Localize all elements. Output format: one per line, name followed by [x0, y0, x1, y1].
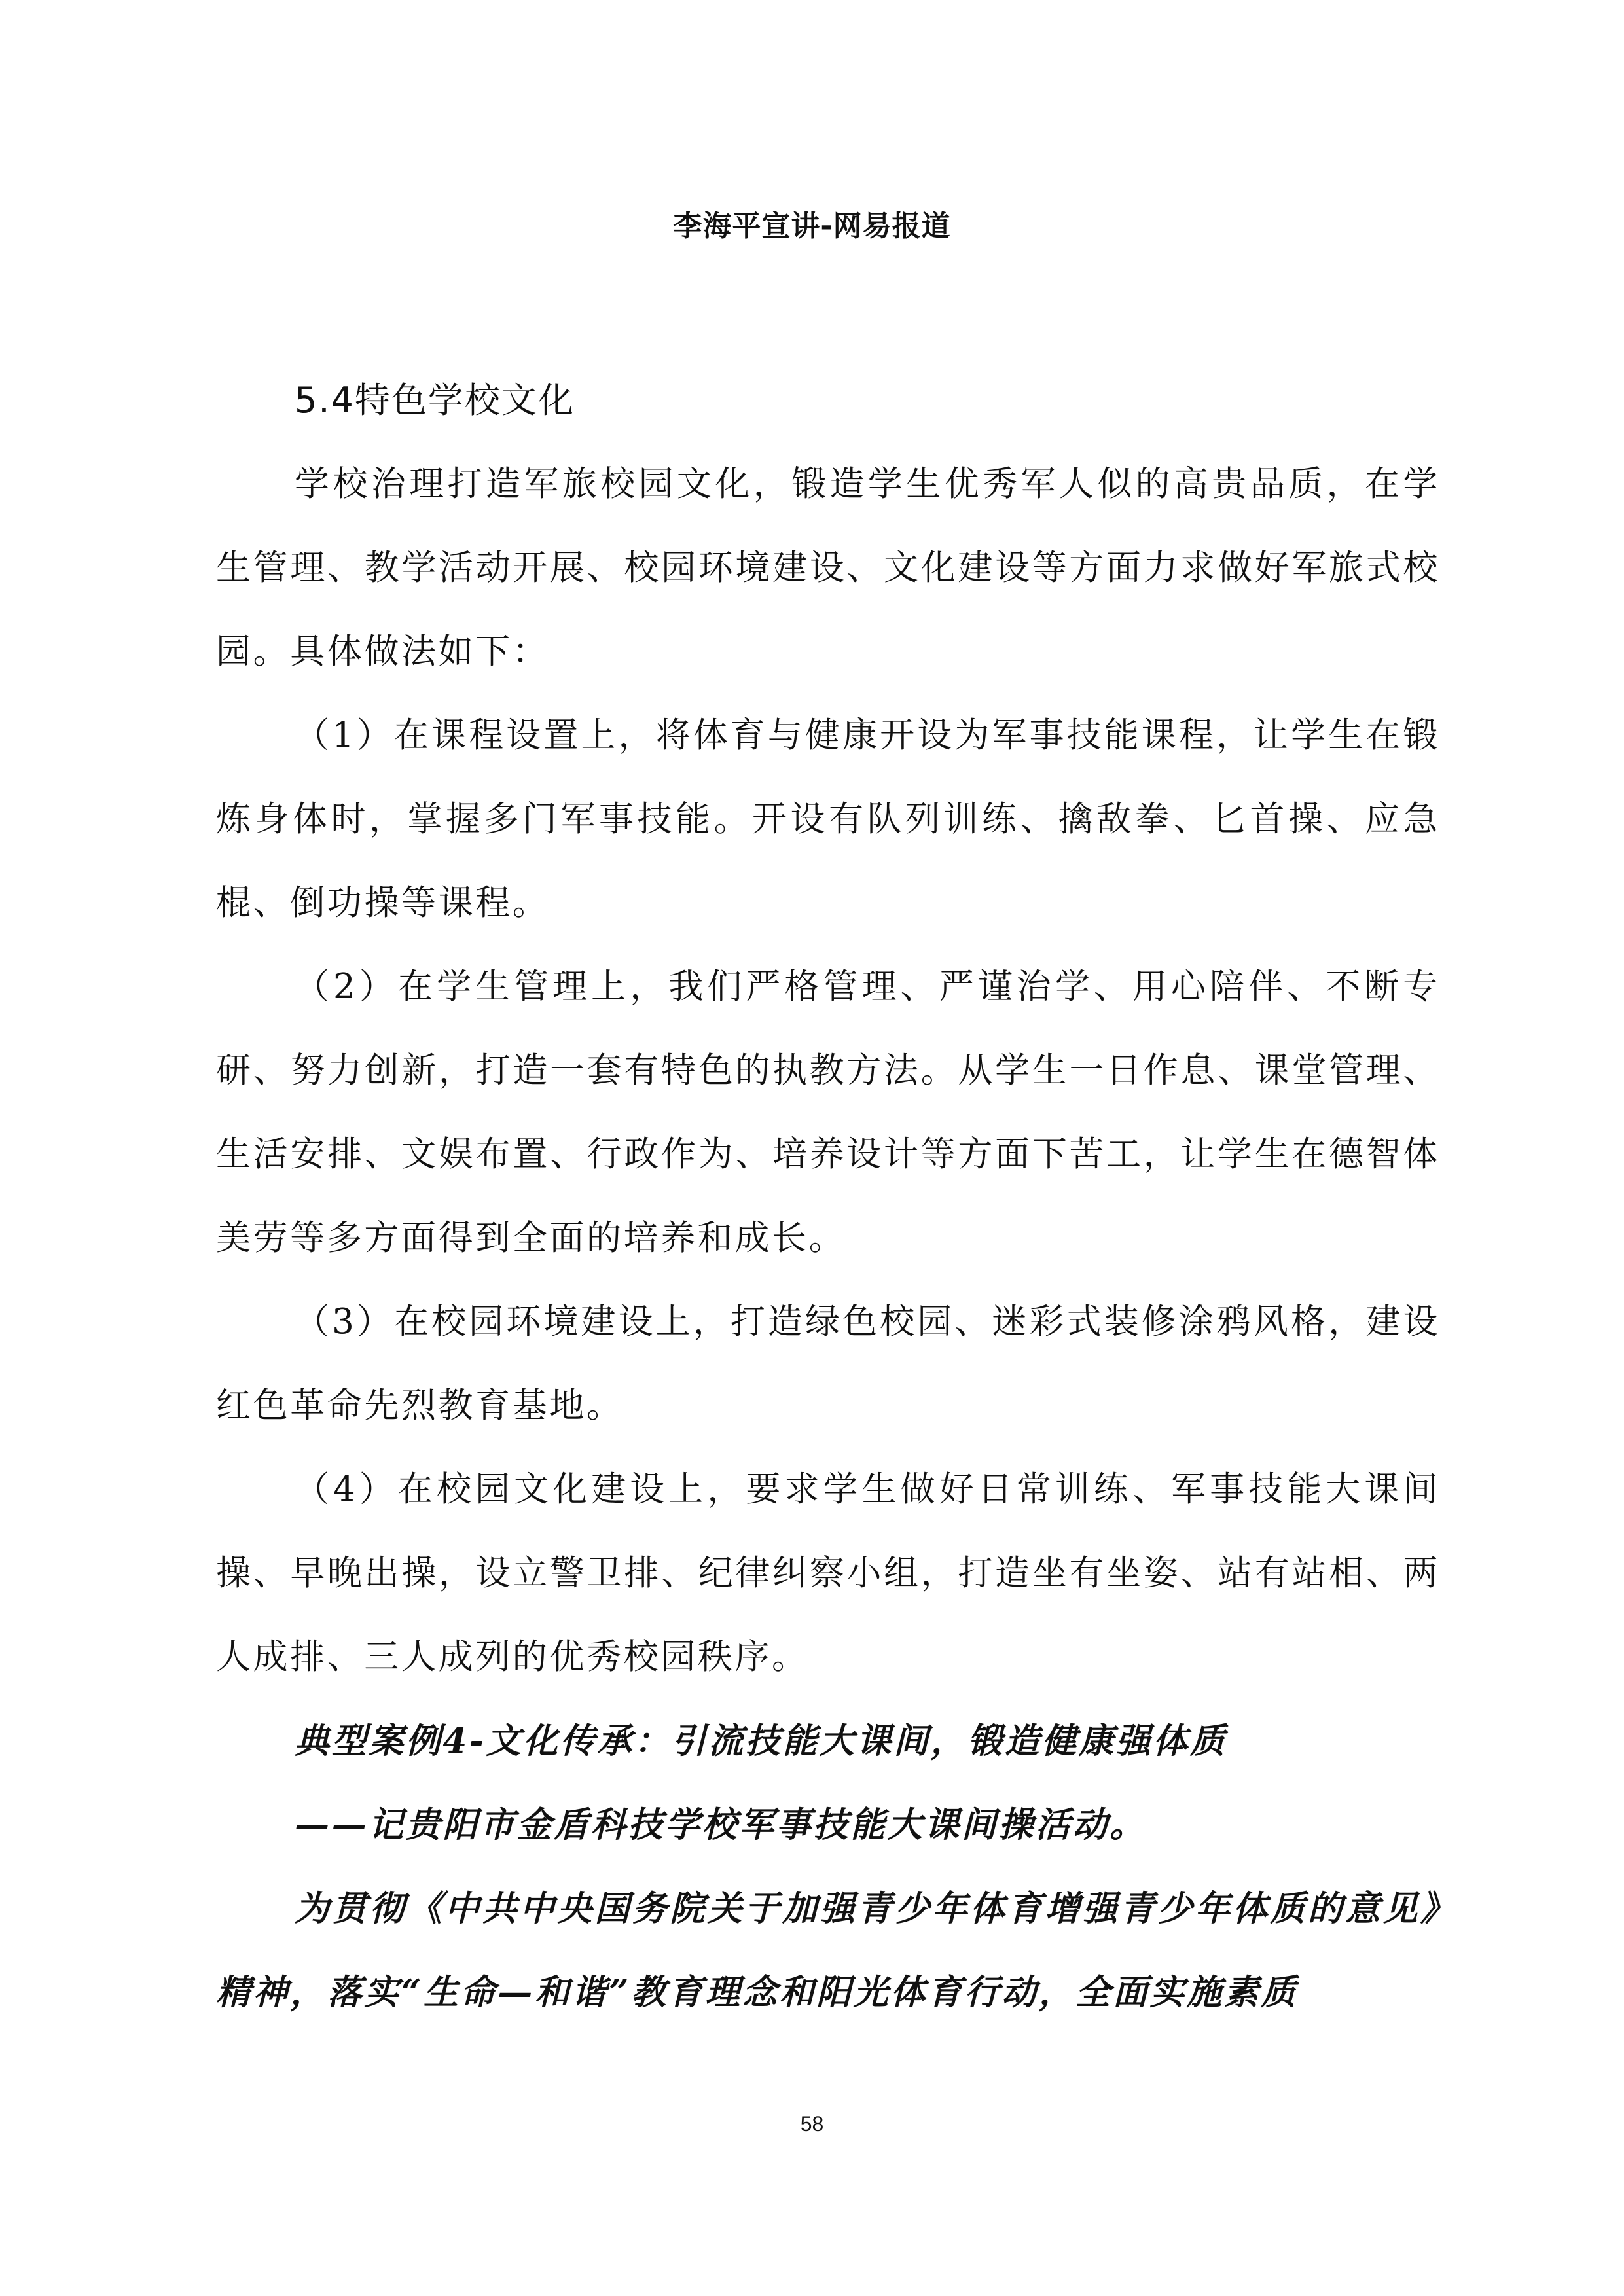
page-number: 58 — [800, 2112, 824, 2136]
page-body — [216, 359, 1440, 2034]
paragraph-item-1: （1）在课程设置上，将体育与健康开设为军事技能课程，让学生在锻炼身体时，掌握多门军事技能。开设有队列训练、擒敌拳、匕首操、应急棍、倒功操等课程。 — [216, 715, 1440, 923]
paragraph-intro: 学校治理打造军旅校园文化，锻造学生优秀军人似的高贵品质，在学生管理、教学活动开展、校园环境建设、文化建设等方面力求做好军旅式校园。具体做法如下： — [216, 464, 1440, 672]
section-heading: 5.4特色学校文化 — [295, 380, 575, 421]
paragraph-item-2: （2）在学生管理上，我们严格管理、严谨治学、用心陪伴、不断专研、努力创新，打造一套有特色的执教方法。从学生一日作息、课堂管理、生活安排、文娱布置、行政作为、培养设计等方面下苦工，让学生在德智体美劳等多方面得到全面的培养和成长。 — [216, 967, 1440, 1258]
case-body: 为贯彻《中共中央国务院关于加强青少年体育增强青少年体质的意见》精神，落实“生命—和谐”教育理念和阳光体育行动，全面实施素质 — [216, 1888, 1440, 2013]
paragraph-item-3: （3）在校园环境建设上，打造绿色校园、迷彩式装修涂鸦风格，建设红色革命先烈教育基地。 — [216, 1302, 1440, 1426]
case-title: 典型案例4-文化传承：引流技能大课间，锻造健康强体质 — [295, 1721, 1227, 1761]
figure-caption: 李海平宣讲-网易报道 — [673, 209, 951, 243]
case-subtitle: ——记贵阳市金盾科技学校军事技能大课间操活动。 — [295, 1804, 1147, 1845]
paragraph-item-4: （4）在校园文化建设上，要求学生做好日常训练、军事技能大课间操、早晚出操，设立警卫排、纪律纠察小组，打造坐有坐姿、站有站相、两人成排、三人成列的优秀校园秩序。 — [216, 1469, 1440, 1677]
